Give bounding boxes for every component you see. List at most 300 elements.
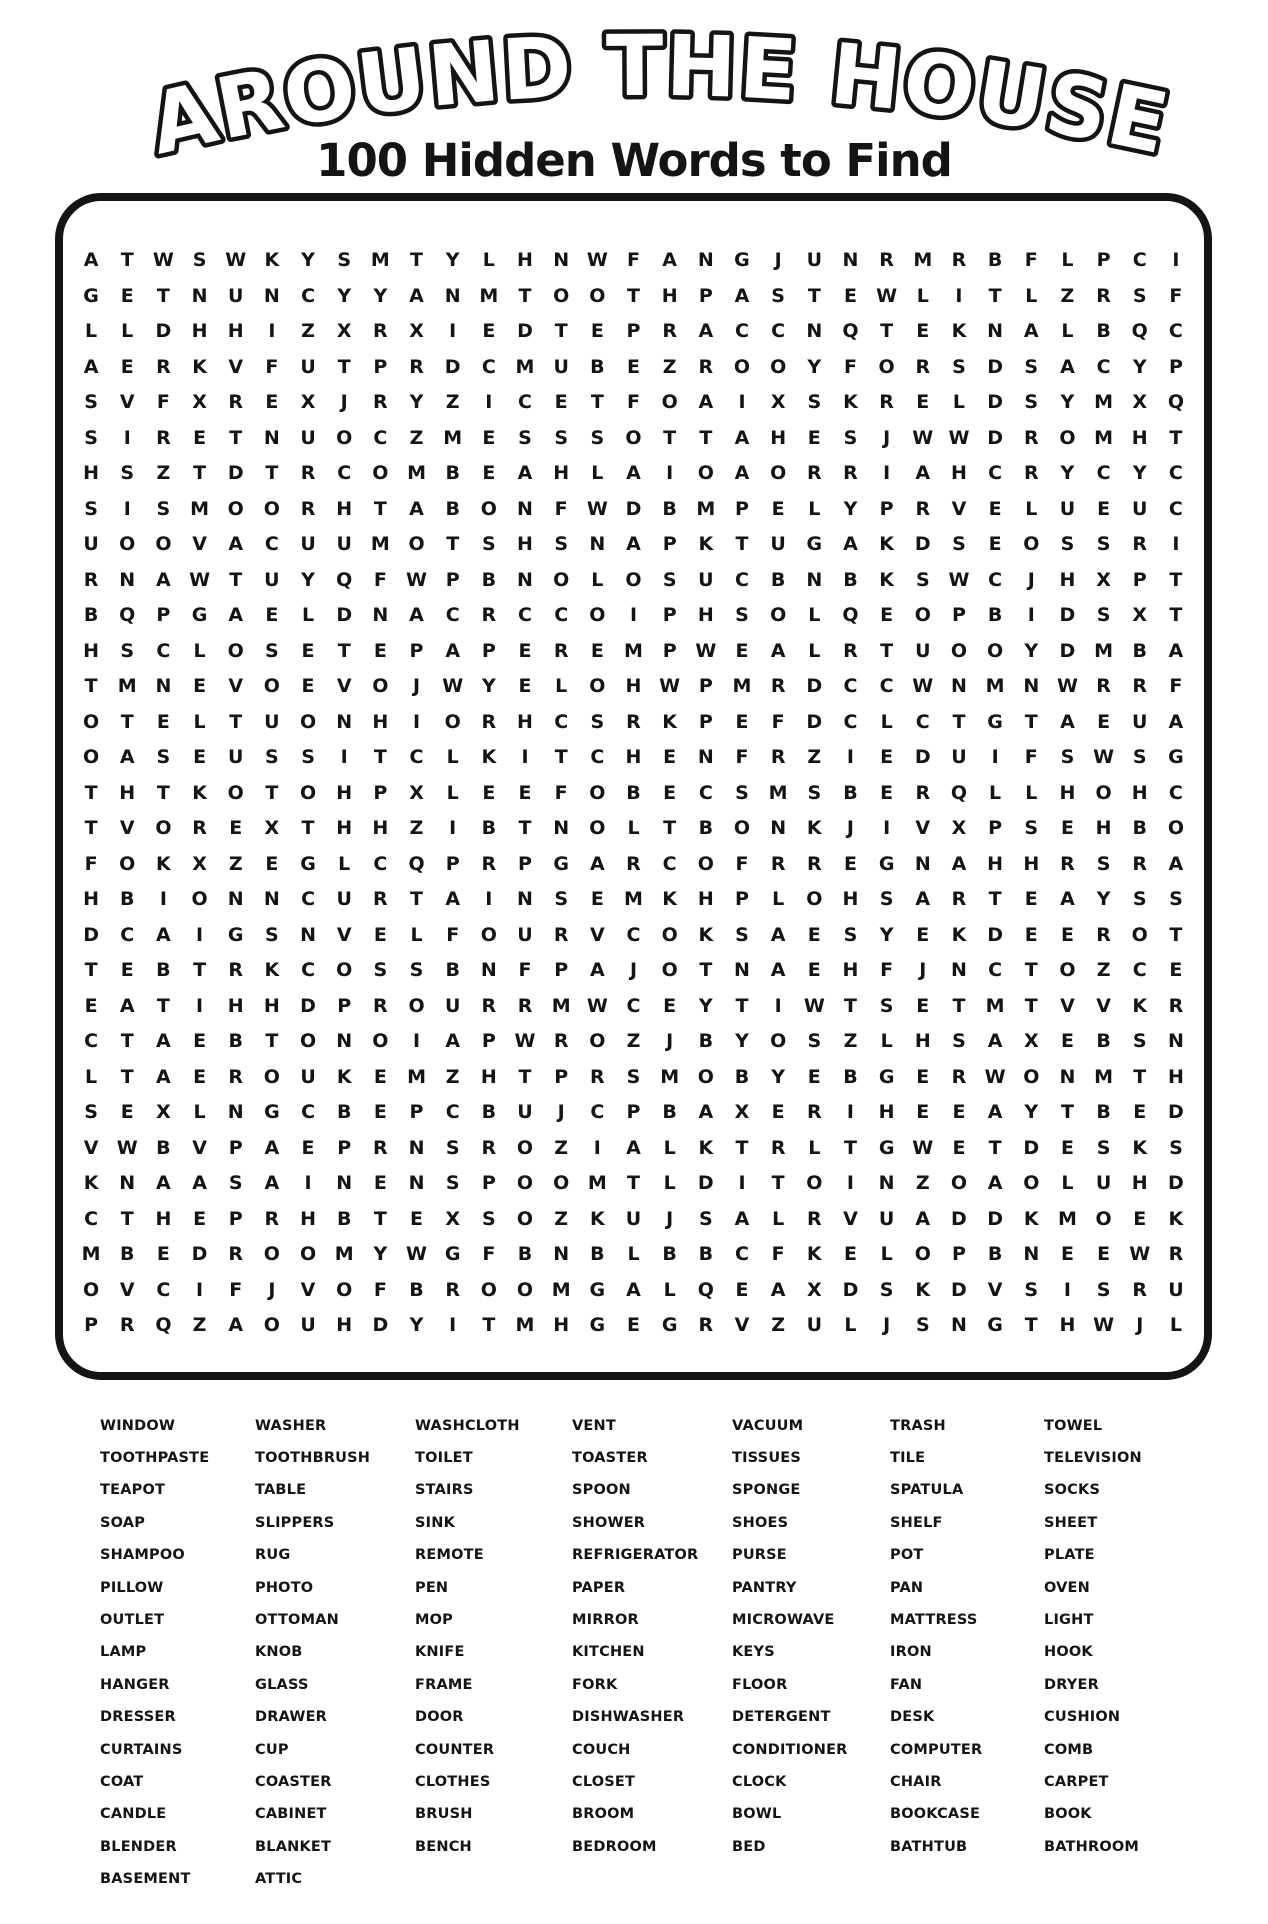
grid-letter: A <box>264 1136 280 1159</box>
grid-letter: O <box>336 426 353 449</box>
grid-row <box>73 1237 1194 1273</box>
grid-letter: C <box>626 994 641 1017</box>
grid-letter: N <box>444 284 461 307</box>
grid-letter: X <box>409 320 424 343</box>
grid-letter: Z <box>445 1065 460 1088</box>
grid-letter: W <box>912 675 934 698</box>
grid-letter: P <box>228 1136 243 1159</box>
grid-letter: H <box>191 320 208 343</box>
grid-letter: A <box>915 462 931 485</box>
grid-letter: L <box>193 1101 206 1124</box>
grid-letter: D <box>806 710 823 733</box>
grid-letter: O <box>299 1030 317 1053</box>
grid-letter: E <box>916 391 930 414</box>
grid-letter: H <box>842 959 859 982</box>
grid-letter: I <box>159 888 167 911</box>
grid-letter: I <box>955 284 963 307</box>
grid-letter: C <box>1132 959 1147 982</box>
grid-letter: G <box>1168 746 1184 769</box>
grid-letter: D <box>987 426 1003 449</box>
grid-letter: E <box>373 639 387 662</box>
word-list-item: REMOTE <box>415 1547 484 1564</box>
word-list-item: BED <box>732 1838 766 1855</box>
grid-letter: E <box>1133 1207 1147 1230</box>
grid-letter: O <box>83 710 100 733</box>
grid-letter: E <box>880 604 894 627</box>
grid-letter: F <box>156 391 170 414</box>
grid-letter: R <box>879 391 894 414</box>
grid-letter: N <box>987 320 1004 343</box>
grid-letter: T <box>229 710 243 733</box>
grid-letter: S <box>120 462 135 485</box>
grid-letter: X <box>264 817 280 840</box>
grid-letter: I <box>846 746 854 769</box>
word-search-puzzle-box <box>55 193 1212 1380</box>
grid-letter: Y <box>735 1030 749 1053</box>
grid-letter: C <box>264 533 279 556</box>
grid-letter: L <box>591 568 604 591</box>
grid-letter: O <box>733 355 751 378</box>
grid-letter: U <box>300 1314 316 1337</box>
grid-letter: S <box>84 391 98 414</box>
grid-letter: F <box>1024 249 1038 272</box>
grid-letter: O <box>480 1278 497 1301</box>
grid-letter: G <box>589 1278 606 1301</box>
grid-letter: D <box>806 675 823 698</box>
grid-letter: C <box>301 284 316 307</box>
grid-letter: I <box>883 817 891 840</box>
grid-letter: L <box>410 923 423 946</box>
grid-letter: C <box>337 462 352 485</box>
grid-letter: T <box>156 994 170 1017</box>
grid-letter: R <box>806 1101 822 1124</box>
grid-letter: N <box>553 817 570 840</box>
grid-letter: N <box>770 817 787 840</box>
word-list-item: KNOB <box>255 1644 303 1661</box>
grid-letter: D <box>1168 1172 1184 1195</box>
grid-letter: I <box>268 320 276 343</box>
word-list-item: SINK <box>415 1514 456 1531</box>
grid-row <box>73 1202 1194 1238</box>
word-list-item: WASHCLOTH <box>415 1417 520 1434</box>
grid-letter: O <box>516 1136 534 1159</box>
grid-letter: U <box>300 355 316 378</box>
word-list-item: CONDITIONER <box>732 1741 848 1758</box>
grid-row <box>73 776 1194 812</box>
grid-letter: T <box>518 284 532 307</box>
grid-letter: N <box>517 568 533 591</box>
word-list-item: FORK <box>572 1676 618 1693</box>
word-list <box>100 1410 1248 1896</box>
grid-letter: N <box>950 675 967 698</box>
grid-letter: D <box>1023 1136 1040 1159</box>
grid-letter: E <box>771 497 785 520</box>
grid-letter: A <box>1023 320 1039 343</box>
grid-letter: D <box>336 604 353 627</box>
grid-letter: R <box>951 1065 967 1088</box>
grid-letter: I <box>1063 1278 1071 1301</box>
grid-letter: P <box>445 852 460 875</box>
word-list-item: CLOTHES <box>415 1773 491 1790</box>
grid-letter: E <box>518 781 532 804</box>
grid-letter: J <box>666 1030 674 1053</box>
grid-letter: H <box>553 1314 570 1337</box>
grid-letter: B <box>770 568 786 591</box>
grid-letter: M <box>624 888 643 911</box>
grid-letter: P <box>662 639 677 662</box>
word-list-item: SHELF <box>890 1514 943 1531</box>
grid-letter: V <box>228 355 244 378</box>
grid-letter: T <box>952 710 966 733</box>
grid-letter: E <box>1060 923 1074 946</box>
grid-letter: M <box>407 462 426 485</box>
grid-letter: W <box>442 675 464 698</box>
grid-letter: Z <box>1096 959 1111 982</box>
grid-letter: G <box>987 710 1003 733</box>
grid-letter: B <box>987 249 1003 272</box>
grid-letter: U <box>915 639 931 662</box>
grid-letter: O <box>516 1172 534 1195</box>
grid-letter: O <box>480 923 497 946</box>
word-list-item: CLOCK <box>732 1773 787 1790</box>
grid-letter: U <box>264 710 280 733</box>
grid-letter: C <box>445 1101 460 1124</box>
grid-letter: I <box>666 462 674 485</box>
grid-letter: B <box>1096 320 1111 343</box>
grid-letter: T <box>843 994 857 1017</box>
grid-letter: L <box>338 852 351 875</box>
grid-letter: P <box>1168 355 1183 378</box>
grid-letter: R <box>1168 1243 1184 1266</box>
word-list-item: DESK <box>890 1709 935 1726</box>
grid-letter: B <box>662 497 677 520</box>
grid-letter: J <box>1027 568 1035 591</box>
grid-letter: H <box>1131 781 1148 804</box>
grid-letter: R <box>915 781 931 804</box>
grid-letter: U <box>300 533 316 556</box>
grid-letter: I <box>1027 604 1035 627</box>
grid-letter: E <box>590 639 604 662</box>
grid-letter: E <box>482 320 496 343</box>
grid-letter: E <box>1024 923 1038 946</box>
grid-letter: L <box>772 888 785 911</box>
grid-letter: K <box>951 923 967 946</box>
word-list-item: WASHER <box>255 1417 327 1434</box>
grid-letter: H <box>517 533 533 556</box>
grid-letter: H <box>1095 817 1112 840</box>
grid-letter: W <box>912 426 934 449</box>
grid-letter: E <box>265 604 279 627</box>
grid-letter: T <box>1060 1101 1074 1124</box>
grid-letter: O <box>914 1243 931 1266</box>
word-list-item: TOOTHBRUSH <box>255 1450 371 1467</box>
grid-letter: G <box>878 1065 895 1088</box>
grid-letter: H <box>517 249 533 272</box>
grid-letter: Z <box>843 1030 858 1053</box>
grid-letter: A <box>83 355 99 378</box>
grid-letter: N <box>914 852 931 875</box>
grid-letter: O <box>1095 781 1112 804</box>
grid-letter: R <box>951 249 967 272</box>
grid-letter: R <box>409 355 424 378</box>
grid-row <box>73 527 1194 563</box>
grid-letter: T <box>735 994 749 1017</box>
grid-letter: E <box>663 746 677 769</box>
grid-letter: N <box>697 746 714 769</box>
grid-letter: V <box>228 675 244 698</box>
grid-letter: D <box>191 1243 208 1266</box>
grid-letter: K <box>806 817 822 840</box>
grid-letter: Z <box>771 1314 786 1337</box>
grid-row <box>73 1166 1194 1202</box>
grid-letter: H <box>625 746 642 769</box>
grid-letter: F <box>1169 284 1183 307</box>
grid-letter: E <box>1097 497 1111 520</box>
word-list-item: PAPER <box>572 1579 626 1596</box>
grid-letter: K <box>698 923 714 946</box>
grid-letter: B <box>987 604 1003 627</box>
grid-letter: R <box>1096 923 1111 946</box>
grid-letter: K <box>1132 1136 1148 1159</box>
grid-letter: Y <box>1132 462 1147 485</box>
word-list-item: REFRIGERATOR <box>572 1547 699 1564</box>
grid-letter: N <box>517 888 533 911</box>
word-list-item: VENT <box>572 1417 616 1434</box>
grid-letter: Y <box>807 355 822 378</box>
grid-letter: T <box>627 284 640 307</box>
grid-letter: M <box>732 675 752 698</box>
grid-letter: S <box>192 249 207 272</box>
grid-letter: C <box>554 604 569 627</box>
grid-letter: N <box>372 604 389 627</box>
word-list-item: TOOTHPASTE <box>100 1450 210 1467</box>
grid-letter: P <box>698 284 713 307</box>
grid-letter: R <box>192 817 207 840</box>
grid-letter: I <box>774 994 782 1017</box>
grid-letter: I <box>340 746 348 769</box>
grid-letter: V <box>987 1278 1003 1301</box>
grid-letter: A <box>156 568 171 591</box>
grid-letter: R <box>843 462 858 485</box>
grid-letter: M <box>1094 391 1114 414</box>
grid-letter: T <box>337 355 351 378</box>
grid-letter: S <box>662 568 677 591</box>
grid-letter: M <box>624 639 643 662</box>
grid-letter: U <box>1132 710 1148 733</box>
grid-letter: S <box>1096 852 1111 875</box>
grid-letter: T <box>554 320 568 343</box>
word-list-item: LIGHT <box>1044 1612 1094 1629</box>
grid-letter: F <box>373 1278 387 1301</box>
grid-letter: T <box>482 1314 496 1337</box>
grid-letter: P <box>481 639 496 662</box>
grid-letter: E <box>807 923 821 946</box>
grid-letter: O <box>299 1243 317 1266</box>
grid-letter: C <box>735 1243 749 1266</box>
grid-letter: I <box>521 746 529 769</box>
grid-letter: O <box>372 462 389 485</box>
grid-letter: Y <box>337 284 352 307</box>
grid-letter: V <box>734 1314 750 1337</box>
grid-letter: C <box>879 675 894 698</box>
grid-letter: N <box>263 426 280 449</box>
grid-letter: E <box>265 852 279 875</box>
grid-letter: H <box>914 1030 931 1053</box>
grid-letter: E <box>843 284 857 307</box>
grid-letter: T <box>699 426 713 449</box>
grid-letter: O <box>263 675 280 698</box>
grid-letter: W <box>1093 746 1115 769</box>
grid-letter: S <box>482 533 496 556</box>
grid-letter: R <box>698 355 714 378</box>
grid-letter: R <box>373 320 388 343</box>
grid-letter: A <box>626 462 641 485</box>
grid-row <box>73 456 1194 492</box>
grid-letter: E <box>410 1207 424 1230</box>
grid-letter: Z <box>301 320 315 343</box>
grid-letter: O <box>263 1243 280 1266</box>
grid-letter: S <box>373 959 388 982</box>
grid-letter: R <box>770 746 786 769</box>
grid-letter: B <box>1096 1030 1111 1053</box>
grid-letter: I <box>846 1172 854 1195</box>
grid-letter: K <box>698 1136 714 1159</box>
word-list-item: BLENDER <box>100 1838 177 1855</box>
grid-letter: O <box>733 817 751 840</box>
grid-letter: W <box>984 1065 1006 1088</box>
grid-letter: A <box>156 1030 171 1053</box>
word-list-item: BATHTUB <box>890 1838 968 1855</box>
grid-letter: S <box>1169 1136 1183 1159</box>
grid-letter: V <box>192 1136 207 1159</box>
word-list-item: BATHROOM <box>1044 1838 1140 1855</box>
grid-letter: K <box>192 355 207 378</box>
grid-letter: W <box>116 1136 138 1159</box>
grid-letter: K <box>156 852 171 875</box>
grid-letter: U <box>228 746 244 769</box>
word-list-item: PEN <box>415 1579 449 1596</box>
grid-letter: B <box>1132 639 1147 662</box>
grid-letter: H <box>155 1207 172 1230</box>
grid-letter: F <box>735 852 749 875</box>
grid-letter: E <box>156 710 170 733</box>
grid-row <box>73 634 1194 670</box>
word-list-item: DRYER <box>1044 1676 1099 1693</box>
grid-letter: B <box>336 1101 352 1124</box>
grid-letter: C <box>301 888 316 911</box>
grid-letter: P <box>698 710 713 733</box>
grid-letter: S <box>1024 391 1039 414</box>
grid-letter: B <box>734 1065 750 1088</box>
grid-letter: O <box>661 391 678 414</box>
grid-letter: R <box>1023 426 1039 449</box>
grid-letter: V <box>83 1136 99 1159</box>
grid-letter: I <box>1172 249 1180 272</box>
grid-letter: A <box>156 1065 171 1088</box>
grid-letter: S <box>228 1172 243 1195</box>
grid-letter: M <box>117 675 137 698</box>
grid-letter: Z <box>409 426 424 449</box>
grid-letter: H <box>987 852 1004 875</box>
grid-letter: S <box>807 391 822 414</box>
grid-letter: A <box>626 1278 641 1301</box>
grid-letter: M <box>587 1172 607 1195</box>
grid-letter: O <box>227 781 244 804</box>
grid-row <box>73 1095 1194 1131</box>
grid-letter: T <box>301 817 315 840</box>
grid-letter: B <box>119 1243 135 1266</box>
grid-letter: E <box>84 994 98 1017</box>
grid-letter: W <box>406 1243 427 1266</box>
grid-letter: M <box>1094 639 1114 662</box>
grid-row <box>73 847 1194 883</box>
grid-letter: E <box>916 923 930 946</box>
grid-letter: U <box>517 923 533 946</box>
grid-letter: E <box>120 959 134 982</box>
grid-letter: T <box>1024 959 1038 982</box>
grid-letter: W <box>586 994 608 1017</box>
grid-letter: Q <box>950 781 968 804</box>
grid-letter: P <box>445 568 460 591</box>
grid-letter: C <box>1096 462 1111 485</box>
grid-letter: R <box>481 852 497 875</box>
grid-letter: Z <box>626 1030 641 1053</box>
grid-letter: S <box>156 746 171 769</box>
grid-letter: E <box>627 1314 640 1337</box>
grid-letter: A <box>734 462 750 485</box>
grid-letter: D <box>1059 604 1076 627</box>
grid-letter: S <box>735 604 749 627</box>
word-list-item: COMB <box>1044 1741 1094 1758</box>
grid-letter: K <box>1168 1207 1184 1230</box>
word-list-column <box>732 1410 890 1896</box>
grid-letter: R <box>915 497 931 520</box>
grid-letter: S <box>1096 1278 1111 1301</box>
grid-row <box>73 243 1194 279</box>
grid-row <box>73 563 1194 599</box>
grid-letter: O <box>1023 1172 1040 1195</box>
grid-letter: W <box>586 497 608 520</box>
grid-letter: N <box>300 923 316 946</box>
grid-letter: P <box>409 639 424 662</box>
grid-letter: R <box>1168 994 1184 1017</box>
grid-letter: C <box>301 1101 316 1124</box>
grid-letter: V <box>589 923 605 946</box>
word-list-item: TOILET <box>415 1450 473 1467</box>
grid-letter: H <box>480 1065 497 1088</box>
grid-letter: O <box>589 604 606 627</box>
grid-letter: E <box>1097 710 1111 733</box>
grid-letter: B <box>228 1030 243 1053</box>
grid-letter: E <box>554 391 568 414</box>
word-list-item: CUP <box>255 1741 289 1758</box>
grid-letter: S <box>1132 746 1147 769</box>
word-list-item: OVEN <box>1044 1579 1090 1596</box>
grid-letter: T <box>373 746 387 769</box>
grid-letter: I <box>123 497 131 520</box>
grid-letter: B <box>156 1136 171 1159</box>
grid-letter: B <box>445 497 460 520</box>
grid-letter: O <box>516 1278 534 1301</box>
grid-letter: F <box>771 710 785 733</box>
grid-letter: A <box>698 1101 714 1124</box>
grid-letter: C <box>988 959 1003 982</box>
grid-letter: O <box>119 533 136 556</box>
grid-letter: T <box>120 249 134 272</box>
grid-letter: J <box>919 959 927 982</box>
grid-letter: C <box>1168 320 1183 343</box>
word-list-item: COMPUTER <box>890 1741 983 1758</box>
